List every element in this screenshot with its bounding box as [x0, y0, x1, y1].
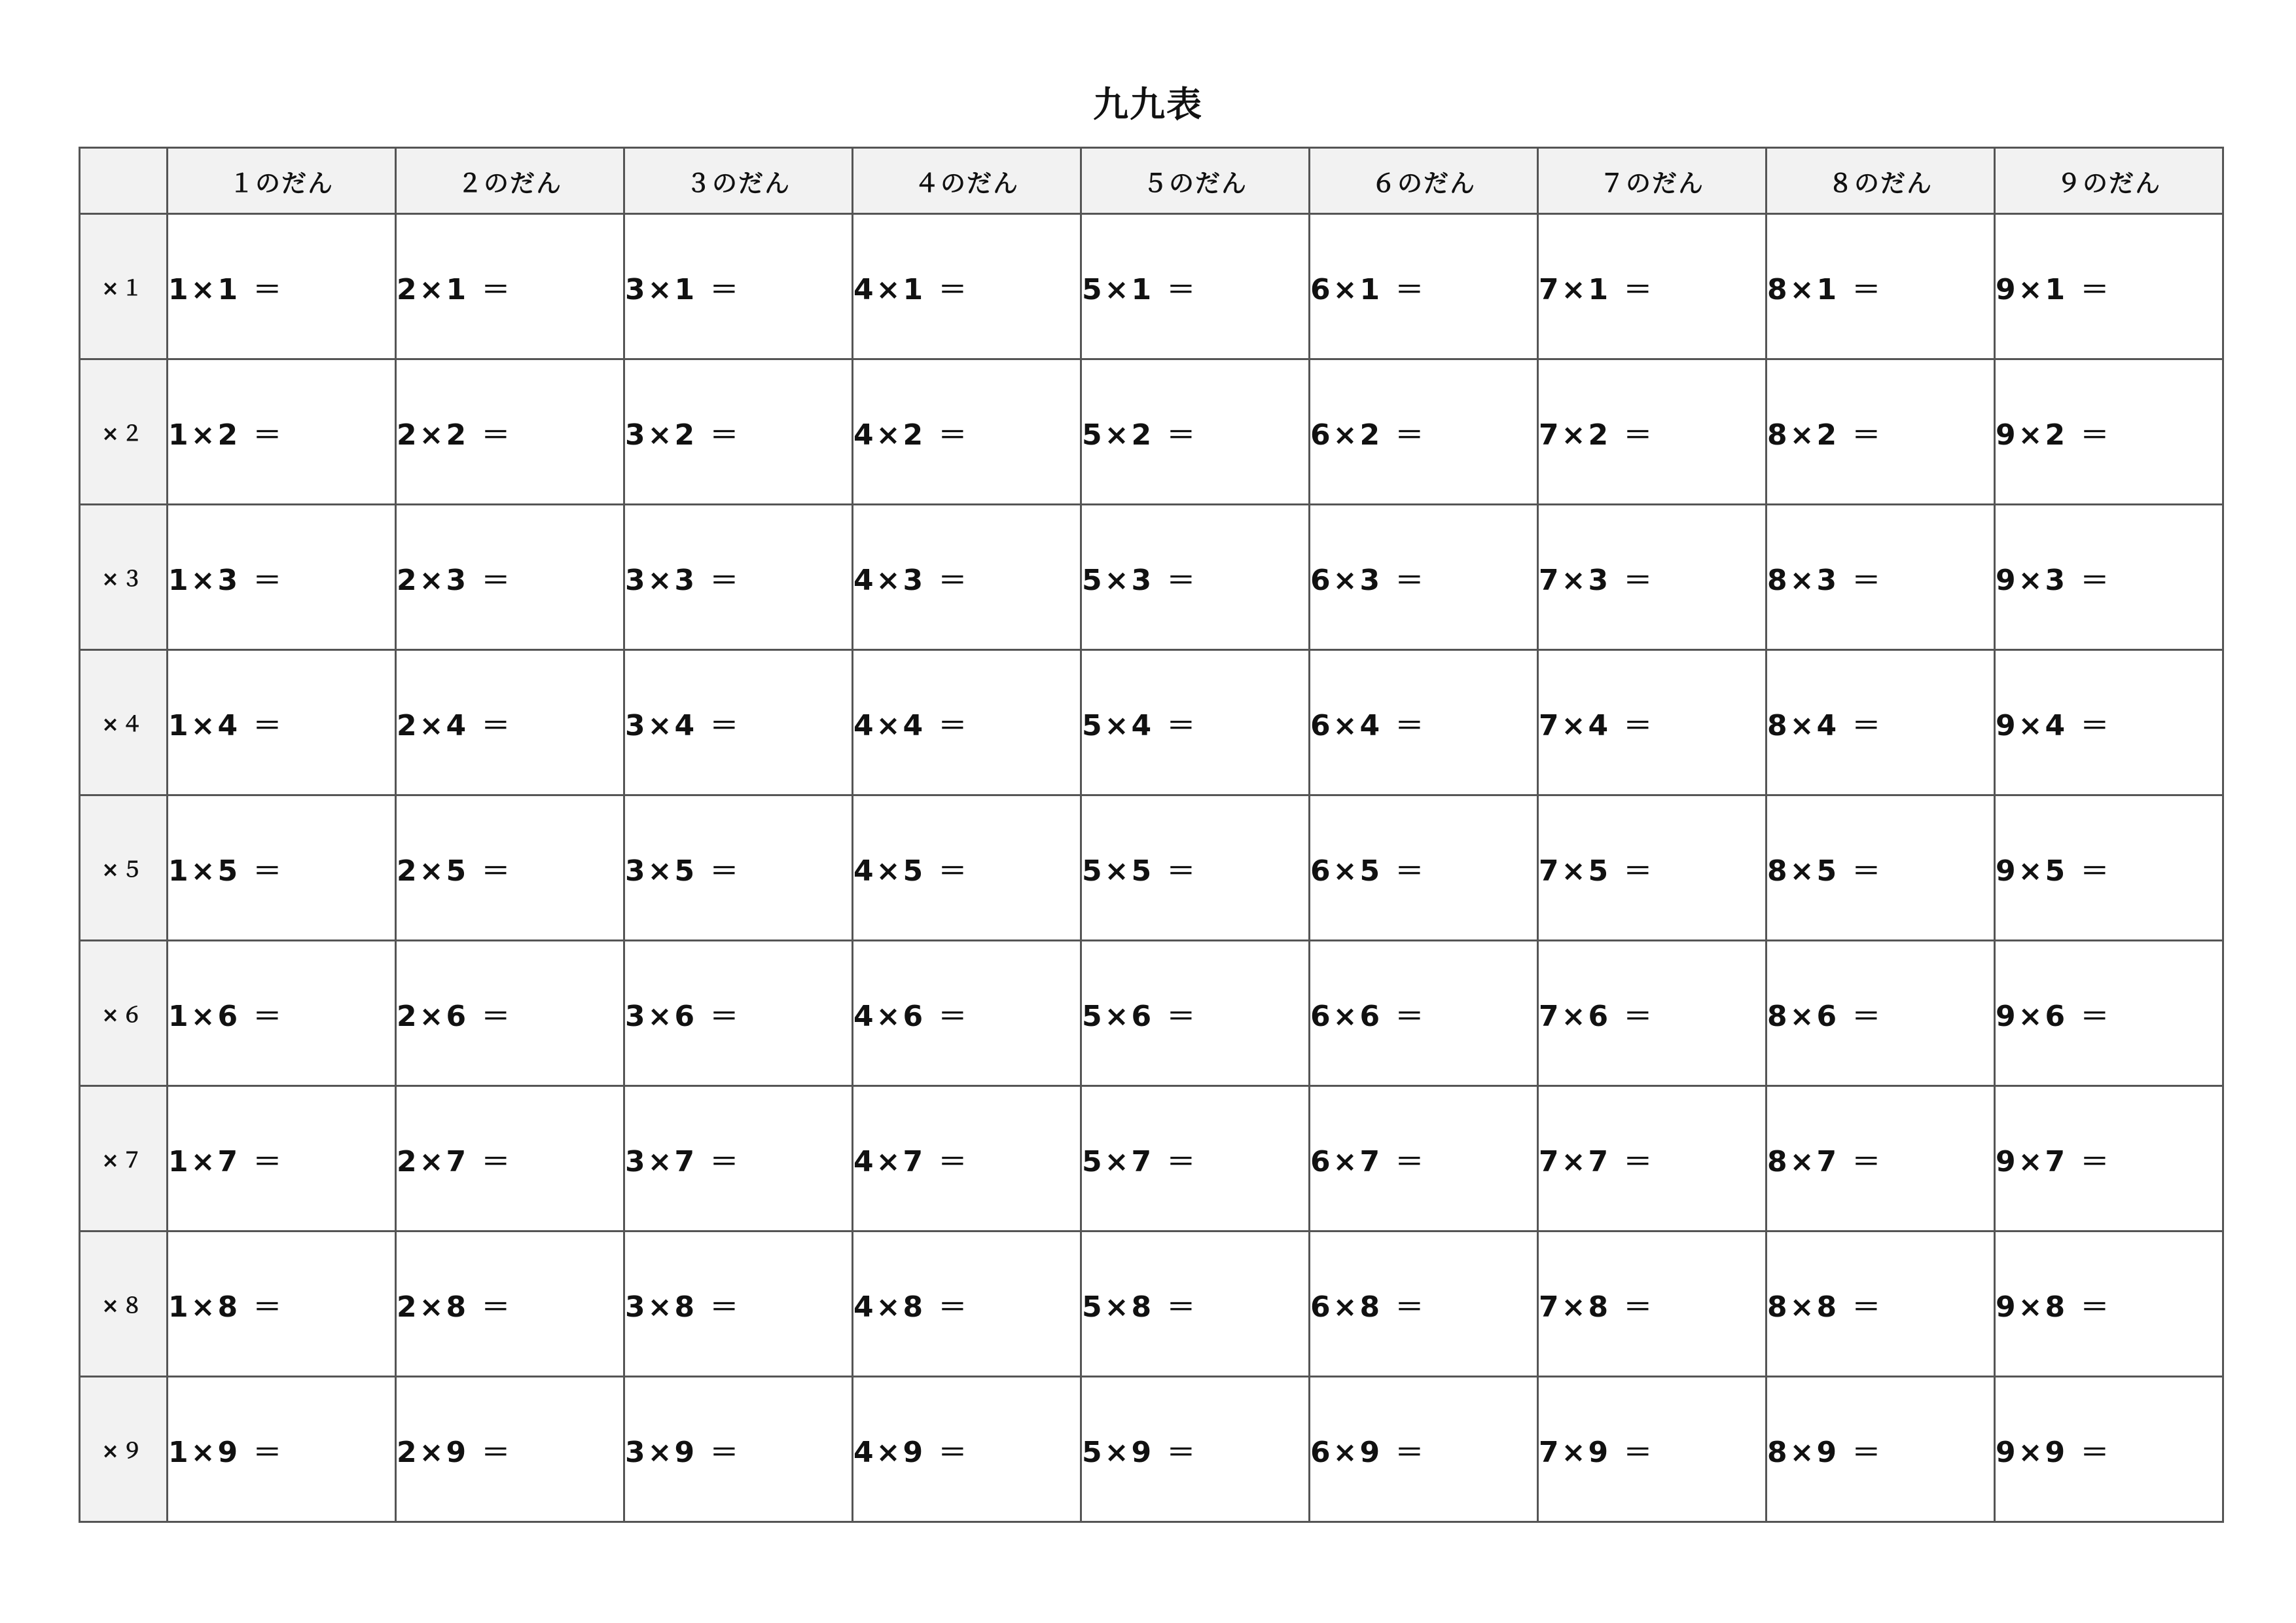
problem-cell: 5×3 ＝ [1081, 505, 1310, 650]
problem-cell: 2×3 ＝ [396, 505, 624, 650]
problem-cell: 1×6 ＝ [168, 941, 396, 1086]
problem-cell: 1×3 ＝ [168, 505, 396, 650]
table-row [80, 1231, 2223, 1377]
problem-cell: 1×7 ＝ [168, 1086, 396, 1231]
problem-cell: 3×2 ＝ [624, 359, 853, 505]
header-row [80, 148, 2223, 214]
problem-cell: 8×2 ＝ [1767, 359, 1995, 505]
problem-cell: 4×2 ＝ [853, 359, 1081, 505]
table-row [80, 650, 2223, 795]
problem-cell: 7×2 ＝ [1538, 359, 1767, 505]
column-header: ５のだん [1081, 148, 1310, 214]
problem-cell: 7×7 ＝ [1538, 1086, 1767, 1231]
problem-cell: 4×8 ＝ [853, 1231, 1081, 1377]
problem-cell: 6×9 ＝ [1310, 1377, 1538, 1522]
problem-cell: 8×3 ＝ [1767, 505, 1995, 650]
problem-cell: 6×8 ＝ [1310, 1231, 1538, 1377]
problem-cell: 5×4 ＝ [1081, 650, 1310, 795]
problem-cell: 5×1 ＝ [1081, 214, 1310, 359]
column-header: ２のだん [396, 148, 624, 214]
table-row [80, 359, 2223, 505]
row-header: ×８ [80, 1231, 168, 1377]
problem-cell: 3×8 ＝ [624, 1231, 853, 1377]
corner-cell [80, 148, 168, 214]
problem-cell: 2×2 ＝ [396, 359, 624, 505]
table-row [80, 505, 2223, 650]
problem-cell: 2×4 ＝ [396, 650, 624, 795]
problem-cell: 3×6 ＝ [624, 941, 853, 1086]
problem-cell: 5×5 ＝ [1081, 795, 1310, 941]
problem-cell: 8×6 ＝ [1767, 941, 1995, 1086]
problem-cell: 9×3 ＝ [1995, 505, 2223, 650]
problem-cell: 3×4 ＝ [624, 650, 853, 795]
problem-cell: 1×2 ＝ [168, 359, 396, 505]
problem-cell: 6×3 ＝ [1310, 505, 1538, 650]
table-row [80, 214, 2223, 359]
problem-cell: 6×7 ＝ [1310, 1086, 1538, 1231]
problem-cell: 9×6 ＝ [1995, 941, 2223, 1086]
table-row [80, 1086, 2223, 1231]
problem-cell: 6×4 ＝ [1310, 650, 1538, 795]
problem-cell: 1×8 ＝ [168, 1231, 396, 1377]
problem-cell: 9×5 ＝ [1995, 795, 2223, 941]
column-header: ６のだん [1310, 148, 1538, 214]
problem-cell: 6×2 ＝ [1310, 359, 1538, 505]
problem-cell: 2×7 ＝ [396, 1086, 624, 1231]
problem-cell: 7×9 ＝ [1538, 1377, 1767, 1522]
problem-cell: 1×9 ＝ [168, 1377, 396, 1522]
problem-cell: 6×1 ＝ [1310, 214, 1538, 359]
problem-cell: 1×1 ＝ [168, 214, 396, 359]
problem-cell: 4×1 ＝ [853, 214, 1081, 359]
column-header: １のだん [168, 148, 396, 214]
problem-cell: 5×9 ＝ [1081, 1377, 1310, 1522]
problem-cell: 9×7 ＝ [1995, 1086, 2223, 1231]
problem-cell: 4×5 ＝ [853, 795, 1081, 941]
multiplication-table [79, 147, 2224, 1523]
problem-cell: 9×8 ＝ [1995, 1231, 2223, 1377]
problem-cell: 2×8 ＝ [396, 1231, 624, 1377]
problem-cell: 2×6 ＝ [396, 941, 624, 1086]
problem-cell: 4×6 ＝ [853, 941, 1081, 1086]
row-header: ×３ [80, 505, 168, 650]
column-header: ８のだん [1767, 148, 1995, 214]
row-header: ×４ [80, 650, 168, 795]
problem-cell: 3×9 ＝ [624, 1377, 853, 1522]
problem-cell: 8×7 ＝ [1767, 1086, 1995, 1231]
row-header: ×２ [80, 359, 168, 505]
column-header: ４のだん [853, 148, 1081, 214]
table-row [80, 795, 2223, 941]
problem-cell: 7×3 ＝ [1538, 505, 1767, 650]
problem-cell: 3×5 ＝ [624, 795, 853, 941]
problem-cell: 4×7 ＝ [853, 1086, 1081, 1231]
problem-cell: 5×8 ＝ [1081, 1231, 1310, 1377]
problem-cell: 3×1 ＝ [624, 214, 853, 359]
column-header: ３のだん [624, 148, 853, 214]
problem-cell: 8×4 ＝ [1767, 650, 1995, 795]
problem-cell: 1×4 ＝ [168, 650, 396, 795]
row-header: ×６ [80, 941, 168, 1086]
problem-cell: 8×1 ＝ [1767, 214, 1995, 359]
problem-cell: 7×8 ＝ [1538, 1231, 1767, 1377]
problem-cell: 9×9 ＝ [1995, 1377, 2223, 1522]
problem-cell: 8×8 ＝ [1767, 1231, 1995, 1377]
problem-cell: 9×4 ＝ [1995, 650, 2223, 795]
problem-cell: 7×1 ＝ [1538, 214, 1767, 359]
problem-cell: 3×3 ＝ [624, 505, 853, 650]
problem-cell: 2×1 ＝ [396, 214, 624, 359]
problem-cell: 7×6 ＝ [1538, 941, 1767, 1086]
column-header: ７のだん [1538, 148, 1767, 214]
table-row [80, 1377, 2223, 1522]
page-title: 九九表 [1093, 84, 1203, 125]
column-header: ９のだん [1995, 148, 2223, 214]
row-header: ×５ [80, 795, 168, 941]
problem-cell: 4×3 ＝ [853, 505, 1081, 650]
problem-cell: 2×9 ＝ [396, 1377, 624, 1522]
row-header: ×７ [80, 1086, 168, 1231]
problem-cell: 5×7 ＝ [1081, 1086, 1310, 1231]
problem-cell: 1×5 ＝ [168, 795, 396, 941]
problem-cell: 4×4 ＝ [853, 650, 1081, 795]
table-header [80, 148, 2223, 214]
problem-cell: 5×6 ＝ [1081, 941, 1310, 1086]
problem-cell: 8×9 ＝ [1767, 1377, 1995, 1522]
problem-cell: 3×7 ＝ [624, 1086, 853, 1231]
problem-cell: 7×5 ＝ [1538, 795, 1767, 941]
problem-cell: 9×1 ＝ [1995, 214, 2223, 359]
problem-cell: 2×5 ＝ [396, 795, 624, 941]
problem-cell: 5×2 ＝ [1081, 359, 1310, 505]
problem-cell: 8×5 ＝ [1767, 795, 1995, 941]
table-row [80, 941, 2223, 1086]
row-header: ×９ [80, 1377, 168, 1522]
problem-cell: 9×2 ＝ [1995, 359, 2223, 505]
table-body [80, 214, 2223, 1522]
problem-cell: 7×4 ＝ [1538, 650, 1767, 795]
problem-cell: 6×6 ＝ [1310, 941, 1538, 1086]
problem-cell: 6×5 ＝ [1310, 795, 1538, 941]
problem-cell: 4×9 ＝ [853, 1377, 1081, 1522]
row-header: ×１ [80, 214, 168, 359]
